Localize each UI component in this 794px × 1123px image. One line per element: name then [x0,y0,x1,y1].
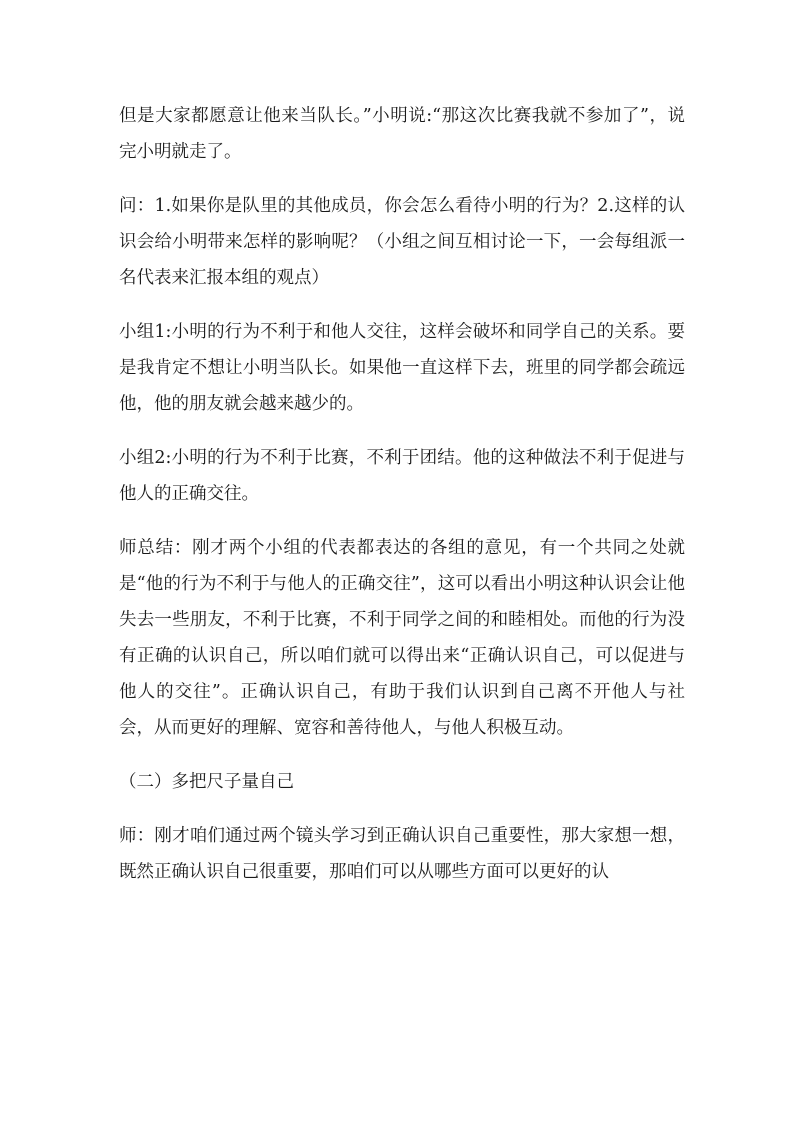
paragraph-question: 问：1.如果你是队里的其他成员，你会怎么看待小明的行为？2.这样的认识会给小明带来怎样的影响呢？（小组之间互相讨论一下，一会每组派一名代表来汇报本组的观点） [119,196,685,288]
paragraph-continuation: 但是大家都愿意让他来当队长。”小明说:“那这次比赛我就不参加了”，说完小明就走了。 [119,106,685,162]
paragraph-teacher-summary: 师总结：刚才两个小组的代表都表达的各组的意见，有一个共同之处就是“他的行为不利于与他人的正确交往”，这可以看出小明这种认识会让他失去一些朋友，不利于比赛，不利于同学之间的和睦相处。而他的行为没有正确的认识自己，所以咱们就可以得出来“正确认识自己，可以促进与他人的交往”。正确认识自己，有助于我们认识到自己离不开他人与社会，从而更好的理解、宽容和善待他人，与他人积极互动。 [119,538,685,738]
document-body [119,98,685,908]
section-heading: （二）多把尺子量自己 [119,772,294,792]
paragraph-teacher-intro: 师：刚才咱们通过两个镜头学习到正确认识自己重要性，那大家想一想，既然正确认识自己很重要，那咱们可以从哪些方面可以更好的认 [119,826,685,882]
paragraph-group-1: 小组1:小明的行为不利于和他人交往，这样会破坏和同学自己的关系。要是我肯定不想让小明当队长。如果他一直这样下去，班里的同学都会疏远他，他的朋友就会越来越少的。 [119,322,685,414]
paragraph-group-2: 小组2:小明的行为不利于比赛，不利于团结。他的这种做法不利于促进与他人的正确交往。 [119,448,685,504]
